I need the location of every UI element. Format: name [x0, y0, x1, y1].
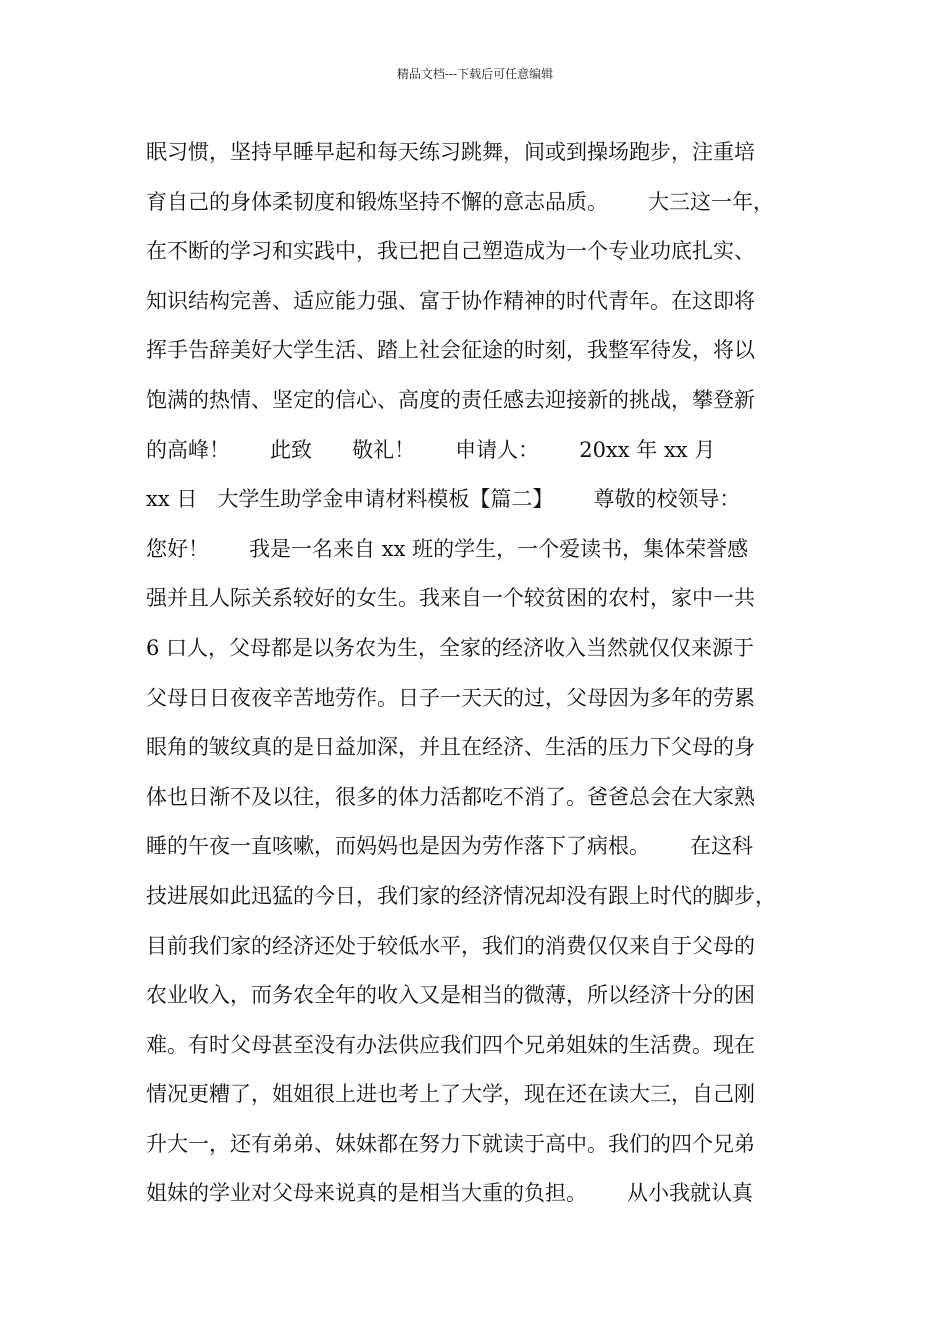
text-line: 情况更糟了，姐姐很上进也考上了大学，现在还在读大三，自己刚 — [146, 1082, 755, 1107]
text-line: 难。有时父母甚至没有办法供应我们四个兄弟姐妹的生活费。现在 — [146, 1032, 755, 1057]
text-line: 农业收入，而务农全年的收入又是相当的微薄，所以经济十分的困 — [146, 983, 755, 1008]
text-line: 父母日日夜夜辛苦地劳作。日子一天天的过，父母因为多年的劳累 — [146, 685, 755, 710]
text-line: 饱满的热情、坚定的信心、高度的责任感去迎接新的挑战，攀登新 — [146, 387, 755, 412]
text-line: 在不断的学习和实践中，我已把自己塑造成为一个专业功底扎实、 — [146, 239, 755, 264]
page-header: 精品文档---下载后可任意编辑 — [396, 67, 554, 81]
text-line: 眼角的皱纹真的是日益加深，并且在经济、生活的压力下父母的身 — [146, 735, 755, 760]
text-line: 育自己的身体柔韧度和锻炼坚持不懈的意志品质。 大三这一年， — [146, 189, 775, 214]
text-line: 睡的午夜一直咳嗽，而妈妈也是因为劳作落下了病根。 在这科 — [146, 834, 754, 859]
text-line: 技进展如此迅猛的今日，我们家的经济情况却没有跟上时代的脚步， — [146, 883, 776, 908]
text-line: 目前我们家的经济还处于较低水平，我们的消费仅仅来自于父母的 — [146, 933, 755, 958]
text-line: 体也日渐不及以往，很多的体力活都吃不消了。爸爸总会在大家熟 — [146, 784, 755, 809]
text-line: 知识结构完善、适应能力强、富于协作精神的时代青年。在这即将 — [146, 288, 755, 313]
text-line: xx 日 大学生助学金申请材料模板【篇二】 尊敬的校领导： — [146, 487, 741, 512]
text-line: 升大一，还有弟弟、妹妹都在努力下就读于高中。我们的四个兄弟 — [146, 1131, 755, 1156]
text-line: 6 口人，父母都是以务农为生，全家的经济收入当然就仅仅来源于 — [146, 635, 755, 660]
text-line: 挥手告辞美好大学生活、踏上社会征途的时刻，我整军待发，将以 — [146, 338, 755, 363]
text-line: 姐妹的学业对父母来说真的是相当大重的负担。 从小我就认真 — [146, 1181, 754, 1206]
text-line: 眠习惯，坚持早睡早起和每天练习跳舞，间或到操场跑步，注重培 — [146, 140, 755, 164]
text-line: 您好！ 我是一名来自 xx 班的学生，一个爱读书，集体荣誉感 — [146, 536, 749, 561]
document-body — [146, 128, 836, 1219]
text-line: 的高峰！ 此致 敬礼！ 申请人： 20xx 年 xx 月 — [146, 437, 716, 462]
text-line: 强并且人际关系较好的女生。我来自一个较贫困的农村，家中一共 — [146, 586, 755, 611]
